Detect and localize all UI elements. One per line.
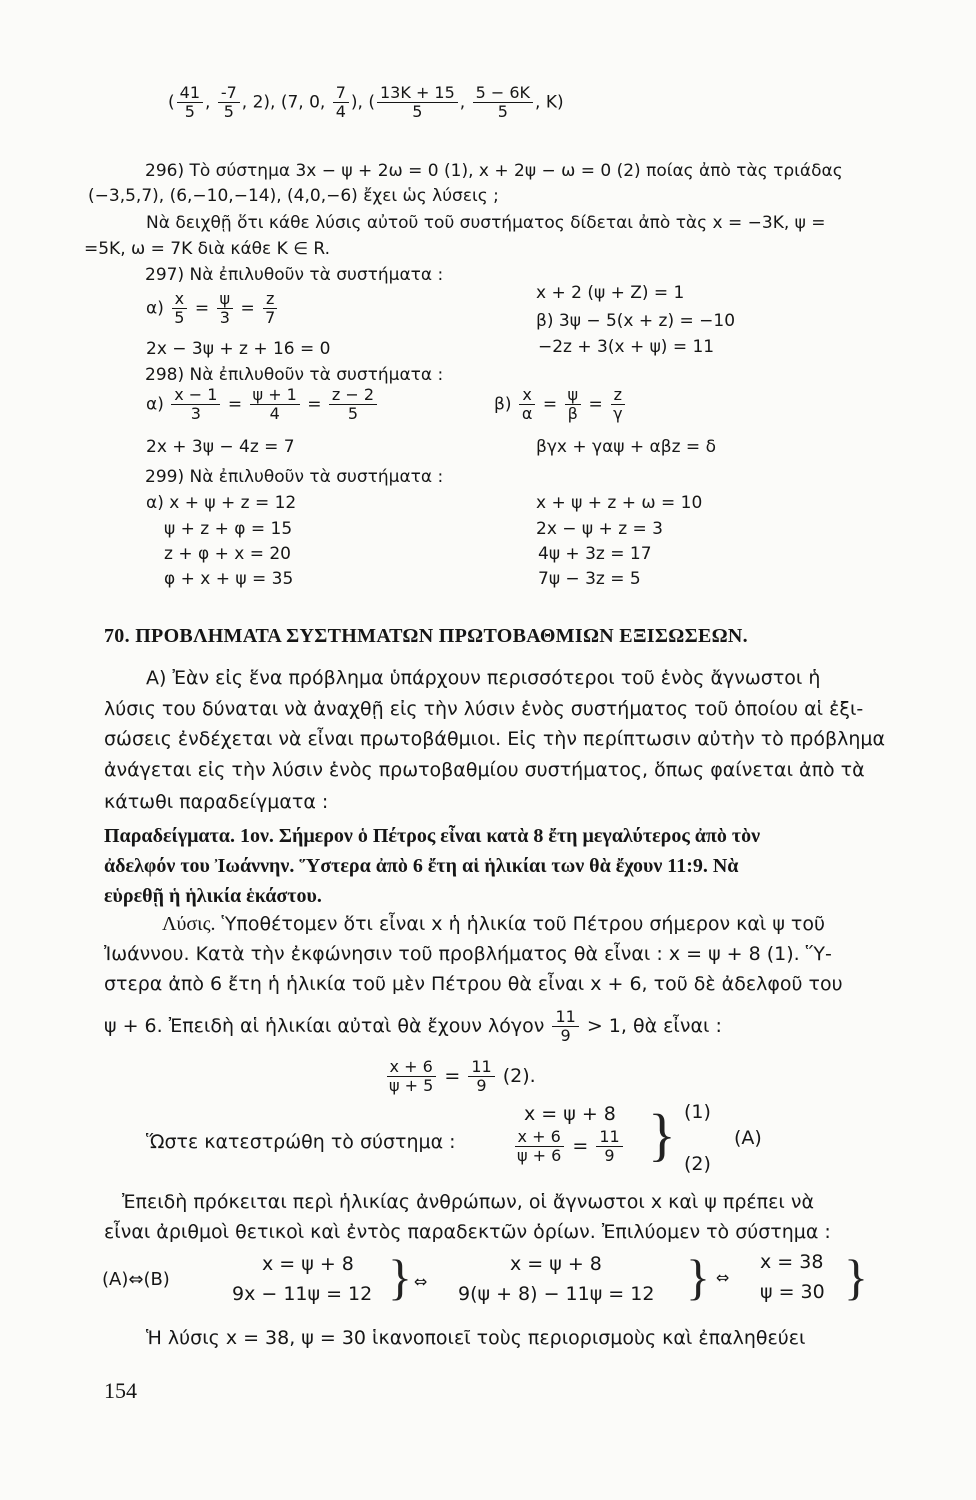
section-paragraph-line: κάτωθι παραδείγματα : <box>104 791 329 813</box>
fraction: $\frac{5 - 6K}{5}$ <box>473 84 533 121</box>
fraction: $\frac{x}{5}$ <box>171 290 187 327</box>
fraction: $\frac{z}{\gamma}$ <box>610 386 625 423</box>
fraction: $\frac{\psi + 1}{4}$ <box>250 386 300 423</box>
result-y: ψ = 30 <box>760 1281 825 1303</box>
page-number: 154 <box>104 1378 137 1403</box>
fraction: $\frac{11}{9}$ <box>468 1058 494 1095</box>
right-brace: } <box>844 1249 868 1305</box>
exercise-299-a2: ψ + z + φ = 15 <box>164 519 293 539</box>
section-paragraph-line: ἀνάγεται εἰς τὴν λύσιν ἑνὸς πρωτοβαθμίου συστήματος, ὅπως φαίνεται ἀπὸ τὰ <box>104 759 865 781</box>
section-paragraph-line: Α) Ἐὰν εἰς ἕνα πρόβλημα ὑπάρχουν περισσότεροι τοῦ ἑνὸς ἄγνωστοι ἡ <box>146 667 821 689</box>
system-b-eq2: 9x − 11ψ = 12 <box>232 1283 373 1305</box>
exercise-298-title: 298) Νὰ ἐπιλυθοῦν τὰ συστήματα : <box>145 365 444 385</box>
exercise-298-b-eq2: βγx + γαψ + αβz = δ <box>536 437 716 457</box>
right-brace: } <box>648 1102 676 1167</box>
system-b-eq1: x = ψ + 8 <box>262 1253 354 1275</box>
example-line: Παραδείγματα. 1ον. Σήμερον ὁ Πέτρος εἶναι κατὰ 8 ἔτη μεγαλύτερος ἀπὸ τὸν <box>104 825 761 847</box>
solution-line: Λύσις. Ὑποθέτομεν ὅτι εἶναι x ἡ ἡλικία τοῦ Πέτρου σήμερον καὶ ψ τοῦ <box>162 913 825 935</box>
exercise-297-b-eq2: β) 3ψ − 5(x + z) = −10 <box>536 311 736 331</box>
exercise-297-a-eq1: α) $\frac{x}{5}$ = $\frac{\psi}{3}$ = $\frac{z}{7}$ <box>146 290 280 327</box>
exercise-296-line1: 296) Τὸ σύστημα 3x − ψ + 2ω = 0 (1), x + 2ψ − ω = 0 (2) ποίας ἀπὸ τὰς τριάδας <box>145 161 843 181</box>
solution-line: στερα ἀπὸ 6 ἔτη ἡ ἡλικία τοῦ μὲν Πέτρου θὰ εἶναι x + 6, τοῦ δὲ ἀδελφοῦ του <box>104 973 843 995</box>
fraction: $\frac{x + 6}{\psi + 6}$ <box>514 1128 564 1165</box>
exercise-297-a-eq2: 2x − 3ψ + z + 16 = 0 <box>146 339 331 359</box>
section-paragraph-line: λύσις του δύναται νὰ ἀναχθῇ εἰς τὴν λύσιν ἑνὸς συστήματος τοῦ ὁποίου αἱ ἐξι- <box>104 698 864 720</box>
exercise-299-b4: 7ψ − 3z = 5 <box>538 569 641 589</box>
fraction: $\frac{7}{4}$ <box>333 84 349 121</box>
right-brace: } <box>388 1249 412 1305</box>
exercise-298-a-eq1: α) $\frac{x - 1}{3}$ = $\frac{\psi + 1}{4}$ = $\frac{z - 2}{5}$ <box>146 386 379 423</box>
exercise-297-b-eq3: −2z + 3(x + ψ) = 11 <box>538 337 715 357</box>
system-intro: Ὥστε κατεστρώθη τὸ σύστημα : <box>146 1131 456 1153</box>
solution-line: Ἰωάννου. Κατὰ τὴν ἐκφώνησιν τοῦ προβλήματος θὰ εἶναι : x = ψ + 8 (1). Ὕ- <box>104 943 832 965</box>
fraction: $\frac{11}{9}$ <box>596 1128 622 1165</box>
fraction: $\frac{13K + 15}{5}$ <box>377 84 458 121</box>
system-tag-1: (1) <box>684 1101 711 1123</box>
exercise-299-b1: x + ψ + z + ω = 10 <box>536 493 703 513</box>
section-paragraph-line: σώσεις ἐνδέχεται νὰ εἶναι πρωτοβάθμιοι. Εἰς τὴν περίπτωσιν αὐτὴν τὸ πρόβλημα <box>104 728 885 750</box>
solution-last-line: Ἡ λύσις x = 38, ψ = 30 ἱκανοποιεῖ τοὺς περιορισμοὺς καὶ ἐπαληθεύει <box>146 1327 806 1349</box>
system-c-eq2: 9(ψ + 8) − 11ψ = 12 <box>458 1283 655 1305</box>
fraction: $\frac{z}{7}$ <box>262 290 278 327</box>
fraction: $\frac{x}{\alpha}$ <box>519 386 536 423</box>
ratio-equation: $\frac{x + 6}{\psi + 5}$ = $\frac{11}{9}$ (2). <box>384 1058 536 1095</box>
fraction: $\frac{z - 2}{5}$ <box>329 386 377 423</box>
system-tag-2: (2) <box>684 1153 711 1175</box>
exercise-298-a-eq2: 2x + 3ψ − 4z = 7 <box>146 437 295 457</box>
exercise-297-b-eq1: x + 2 (ψ + Z) = 1 <box>536 283 685 303</box>
exercise-299-a3: z + φ + x = 20 <box>164 544 291 564</box>
exercise-299-b3: 4ψ + 3z = 17 <box>538 544 652 564</box>
fraction: $\frac{x - 1}{3}$ <box>171 386 220 423</box>
exercise-296-line4: =5K, ω = 7K διὰ κάθε K ∈ R. <box>84 239 331 259</box>
exercise-299-title: 299) Νὰ ἐπιλυθοῦν τὰ συστήματα : <box>145 467 444 487</box>
solution-line: εἶναι ἀριθμοὶ θετικοὶ καὶ ἐντὸς παραδεκτῶν ὁρίων. Ἐπιλύομεν τὸ σύστημα : <box>104 1221 831 1243</box>
exercise-298-b-eq1: β) $\frac{x}{\alpha}$ = $\frac{\psi}{\beta}$ = $\frac{z}{\gamma}$ <box>494 386 628 423</box>
fraction: $\frac{11}{9}$ <box>552 1008 578 1045</box>
result-x: x = 38 <box>760 1251 824 1273</box>
fraction: $\frac{\psi}{3}$ <box>217 290 234 327</box>
solution-line: ψ + 6. Ἐπειδὴ αἱ ἡλικίαι αὐταὶ θὰ ἔχουν λόγον $\frac{11}{9}$ > 1, θὰ εἶναι : <box>104 1007 722 1045</box>
fraction: $\frac{41}{5}$ <box>177 84 203 121</box>
section-heading: 70. ΠΡΟΒΛΗΜΑΤΑ ΣΥΣΤΗΜΑΤΩΝ ΠΡΩΤΟΒΑΘΜΙΩΝ ΕΞΙΣΩΣΕΩΝ. <box>104 625 748 647</box>
solution-line: Ἐπειδὴ πρόκειται περὶ ἡλικίας ἀνθρώπων, οἱ ἄγνωστοι x καὶ ψ πρέπει νὰ <box>122 1191 814 1213</box>
exercise-297-title: 297) Νὰ ἐπιλυθοῦν τὰ συστήματα : <box>145 265 444 285</box>
exercise-296-line3: Νὰ δειχθῇ ὅτι κάθε λύσις αὐτοῦ τοῦ συστήματος δίδεται ἀπὸ τὰς x = −3K, ψ = <box>146 213 826 233</box>
exercise-299-b2: 2x − ψ + z = 3 <box>536 519 663 539</box>
equivalence-label: (A)⇔(B) <box>102 1269 170 1290</box>
answers-line: ( $\frac{41}{5}$ , $\frac{-7}{5}$ , 2), (7, 0, $\frac{7}{4}$ ), ( $\frac{13K + 15}{5}$ , $\frac{5 - 6K}{5}$ , K) <box>168 83 564 121</box>
equivalence-arrow: ⇔ <box>414 1272 428 1291</box>
system-c-eq1: x = ψ + 8 <box>510 1253 602 1275</box>
right-brace: } <box>686 1249 710 1305</box>
fraction: $\frac{x + 6}{\psi + 5}$ <box>386 1058 436 1095</box>
system-label: (A) <box>734 1127 762 1149</box>
exercise-296-line2: (−3,5,7), (6,−10,−14), (4,0,−6) ἔχει ὡς λύσεις ; <box>88 186 499 206</box>
example-line: ἀδελφόν του Ἰωάννην. Ὕστερα ἀπὸ 6 ἔτη αἱ ἡλικίαι των θὰ ἔχουν 11:9. Νὰ <box>104 855 739 877</box>
fraction: $\frac{-7}{5}$ <box>218 84 240 121</box>
exercise-299-a1: α) x + ψ + z = 12 <box>146 493 297 513</box>
equivalence-arrow: ⇔ <box>716 1268 730 1287</box>
system-equation-2: $\frac{x + 6}{\psi + 6}$ = $\frac{11}{9}$ <box>512 1128 625 1165</box>
exercise-299-a4: φ + x + ψ = 35 <box>164 569 294 589</box>
system-equation-1: x = ψ + 8 <box>524 1103 616 1125</box>
fraction: $\frac{\psi}{\beta}$ <box>565 386 582 423</box>
example-line: εὑρεθῇ ἡ ἡλικία ἑκάστου. <box>104 885 322 907</box>
